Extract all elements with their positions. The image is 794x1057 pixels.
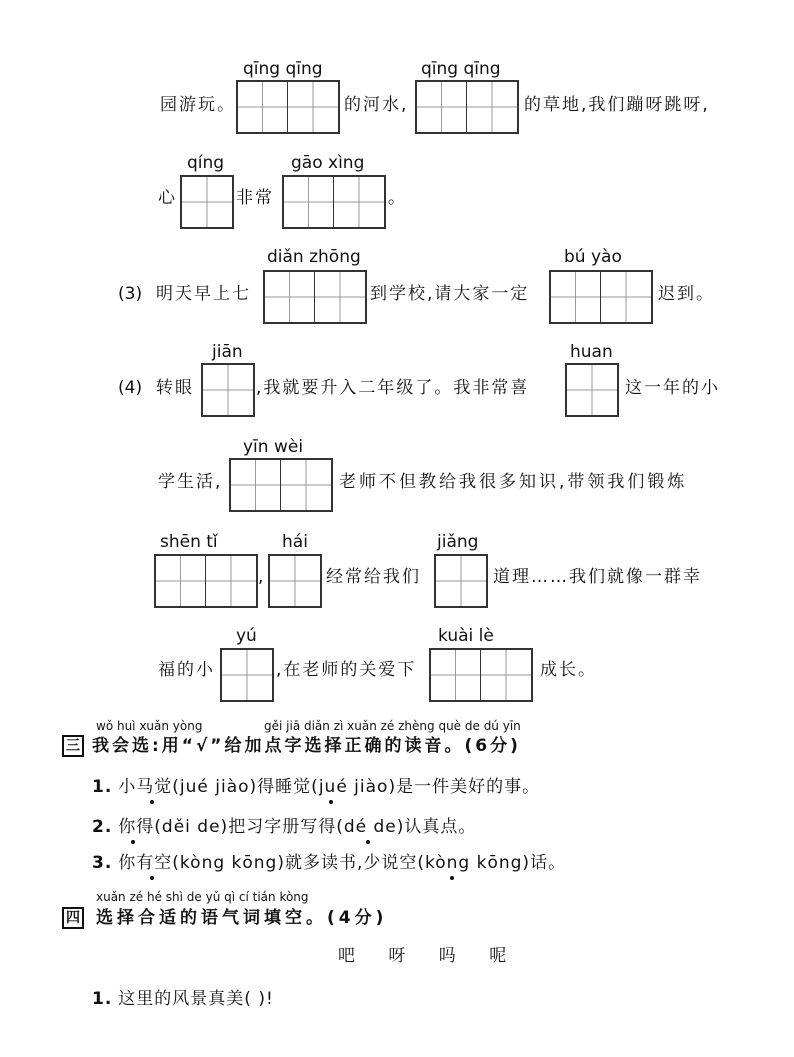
text-segment: 福的小 bbox=[158, 660, 215, 680]
pinyin-label: bú yào bbox=[564, 247, 622, 267]
pinyin-label: jiǎng bbox=[437, 532, 479, 552]
tianzige-grid[interactable] bbox=[565, 363, 619, 417]
text-segment: , bbox=[258, 567, 266, 587]
pinyin-label: yīn wèi bbox=[243, 437, 304, 457]
tianzige-grid[interactable] bbox=[201, 363, 255, 417]
text-segment: 园游玩。 bbox=[160, 95, 236, 115]
question-number: 1. bbox=[92, 777, 113, 797]
pinyin-label: kuài lè bbox=[438, 626, 494, 646]
text-segment: 这一年的小 bbox=[625, 378, 720, 398]
tianzige-grid[interactable] bbox=[549, 270, 653, 324]
tianzige-grid[interactable] bbox=[268, 554, 322, 608]
pinyin-label: jiān bbox=[212, 342, 243, 362]
section-title: 选择合适的语气词填空。(4分) bbox=[96, 908, 388, 928]
choice-question bbox=[92, 852, 566, 874]
text-segment: 到学校,请大家一定 bbox=[370, 284, 530, 304]
fill-question bbox=[92, 988, 274, 1010]
question-number: 2. bbox=[92, 817, 113, 837]
tianzige-grid[interactable] bbox=[180, 175, 234, 229]
section-number-badge: 四 bbox=[62, 907, 84, 929]
text-segment: ,我就要升入二年级了。我非常喜 bbox=[256, 378, 530, 398]
text-segment: 。 bbox=[388, 188, 407, 208]
section-title: 我会选:用“√”给加点字选择正确的读音。(6分) bbox=[92, 736, 521, 756]
choice-question bbox=[92, 816, 476, 838]
question-text: 你得(děi de)把习字册写得(dé de)认真点。 bbox=[118, 817, 477, 837]
text-segment: 成长。 bbox=[540, 660, 597, 680]
question-number: 1. bbox=[92, 989, 113, 1009]
emphasis-dot bbox=[366, 840, 370, 844]
section-pinyin: xuǎn zé hé shì de yǔ qì cí tián kòng bbox=[96, 890, 309, 904]
text-segment: 转眼 bbox=[156, 378, 194, 398]
emphasis-dot bbox=[150, 800, 154, 804]
tianzige-grid[interactable] bbox=[220, 648, 274, 702]
tianzige-grid[interactable] bbox=[434, 554, 488, 608]
question-text: 这里的风景真美( )! bbox=[118, 989, 274, 1009]
text-segment: 道理……我们就像一群幸 bbox=[493, 567, 702, 587]
emphasis-dot bbox=[131, 840, 135, 844]
text-segment: 的草地,我们蹦呀跳呀, bbox=[524, 95, 710, 115]
text-segment: 经常给我们 bbox=[326, 567, 421, 587]
pinyin-label: hái bbox=[282, 532, 308, 552]
section-pinyin: wǒ huì xuǎn yòng bbox=[96, 719, 203, 733]
emphasis-dot bbox=[150, 876, 154, 880]
pinyin-label: huan bbox=[570, 342, 613, 362]
text-segment: 明天早上七 bbox=[156, 284, 251, 304]
text-segment: 学生活, bbox=[158, 472, 223, 492]
pinyin-label: qīng qīng bbox=[421, 59, 501, 79]
emphasis-dot bbox=[329, 800, 333, 804]
tianzige-grid[interactable] bbox=[154, 554, 258, 608]
question-number: (3) bbox=[118, 284, 143, 304]
tianzige-grid[interactable] bbox=[415, 80, 519, 134]
pinyin-label: qīng qīng bbox=[243, 59, 323, 79]
question-number: (4) bbox=[118, 378, 143, 398]
text-segment: 迟到。 bbox=[658, 284, 715, 304]
word-bank: 吧 呀 吗 呢 bbox=[338, 946, 509, 966]
text-segment: 老师不但教给我很多知识,带领我们锻炼 bbox=[339, 472, 688, 492]
choice-question bbox=[92, 776, 540, 798]
pinyin-label: qíng bbox=[187, 153, 225, 173]
tianzige-grid[interactable] bbox=[429, 648, 533, 702]
tianzige-grid[interactable] bbox=[263, 270, 367, 324]
emphasis-dot bbox=[450, 876, 454, 880]
text-segment: ,在老师的关爱下 bbox=[276, 660, 417, 680]
tianzige-grid[interactable] bbox=[282, 175, 386, 229]
question-number: 3. bbox=[92, 853, 113, 873]
question-text: 你有空(kòng kōng)就多读书,少说空(kòng kōng)话。 bbox=[118, 853, 567, 873]
pinyin-label: yú bbox=[236, 626, 257, 646]
text-segment: 非常 bbox=[236, 188, 274, 208]
pinyin-label: shēn tǐ bbox=[160, 532, 218, 552]
section-pinyin: gěi jiā diǎn zì xuǎn zé zhèng què de dú yīn bbox=[264, 719, 521, 733]
text-segment: 的河水, bbox=[344, 95, 409, 115]
tianzige-grid[interactable] bbox=[236, 80, 340, 134]
question-text: 小马觉(jué jiào)得睡觉(jué jiào)是一件美好的事。 bbox=[118, 777, 541, 797]
pinyin-label: diǎn zhōng bbox=[267, 247, 361, 267]
tianzige-grid[interactable] bbox=[229, 458, 333, 512]
text-segment: 心 bbox=[158, 188, 177, 208]
pinyin-label: gāo xìng bbox=[291, 153, 365, 173]
section-number-badge: 三 bbox=[62, 735, 84, 757]
